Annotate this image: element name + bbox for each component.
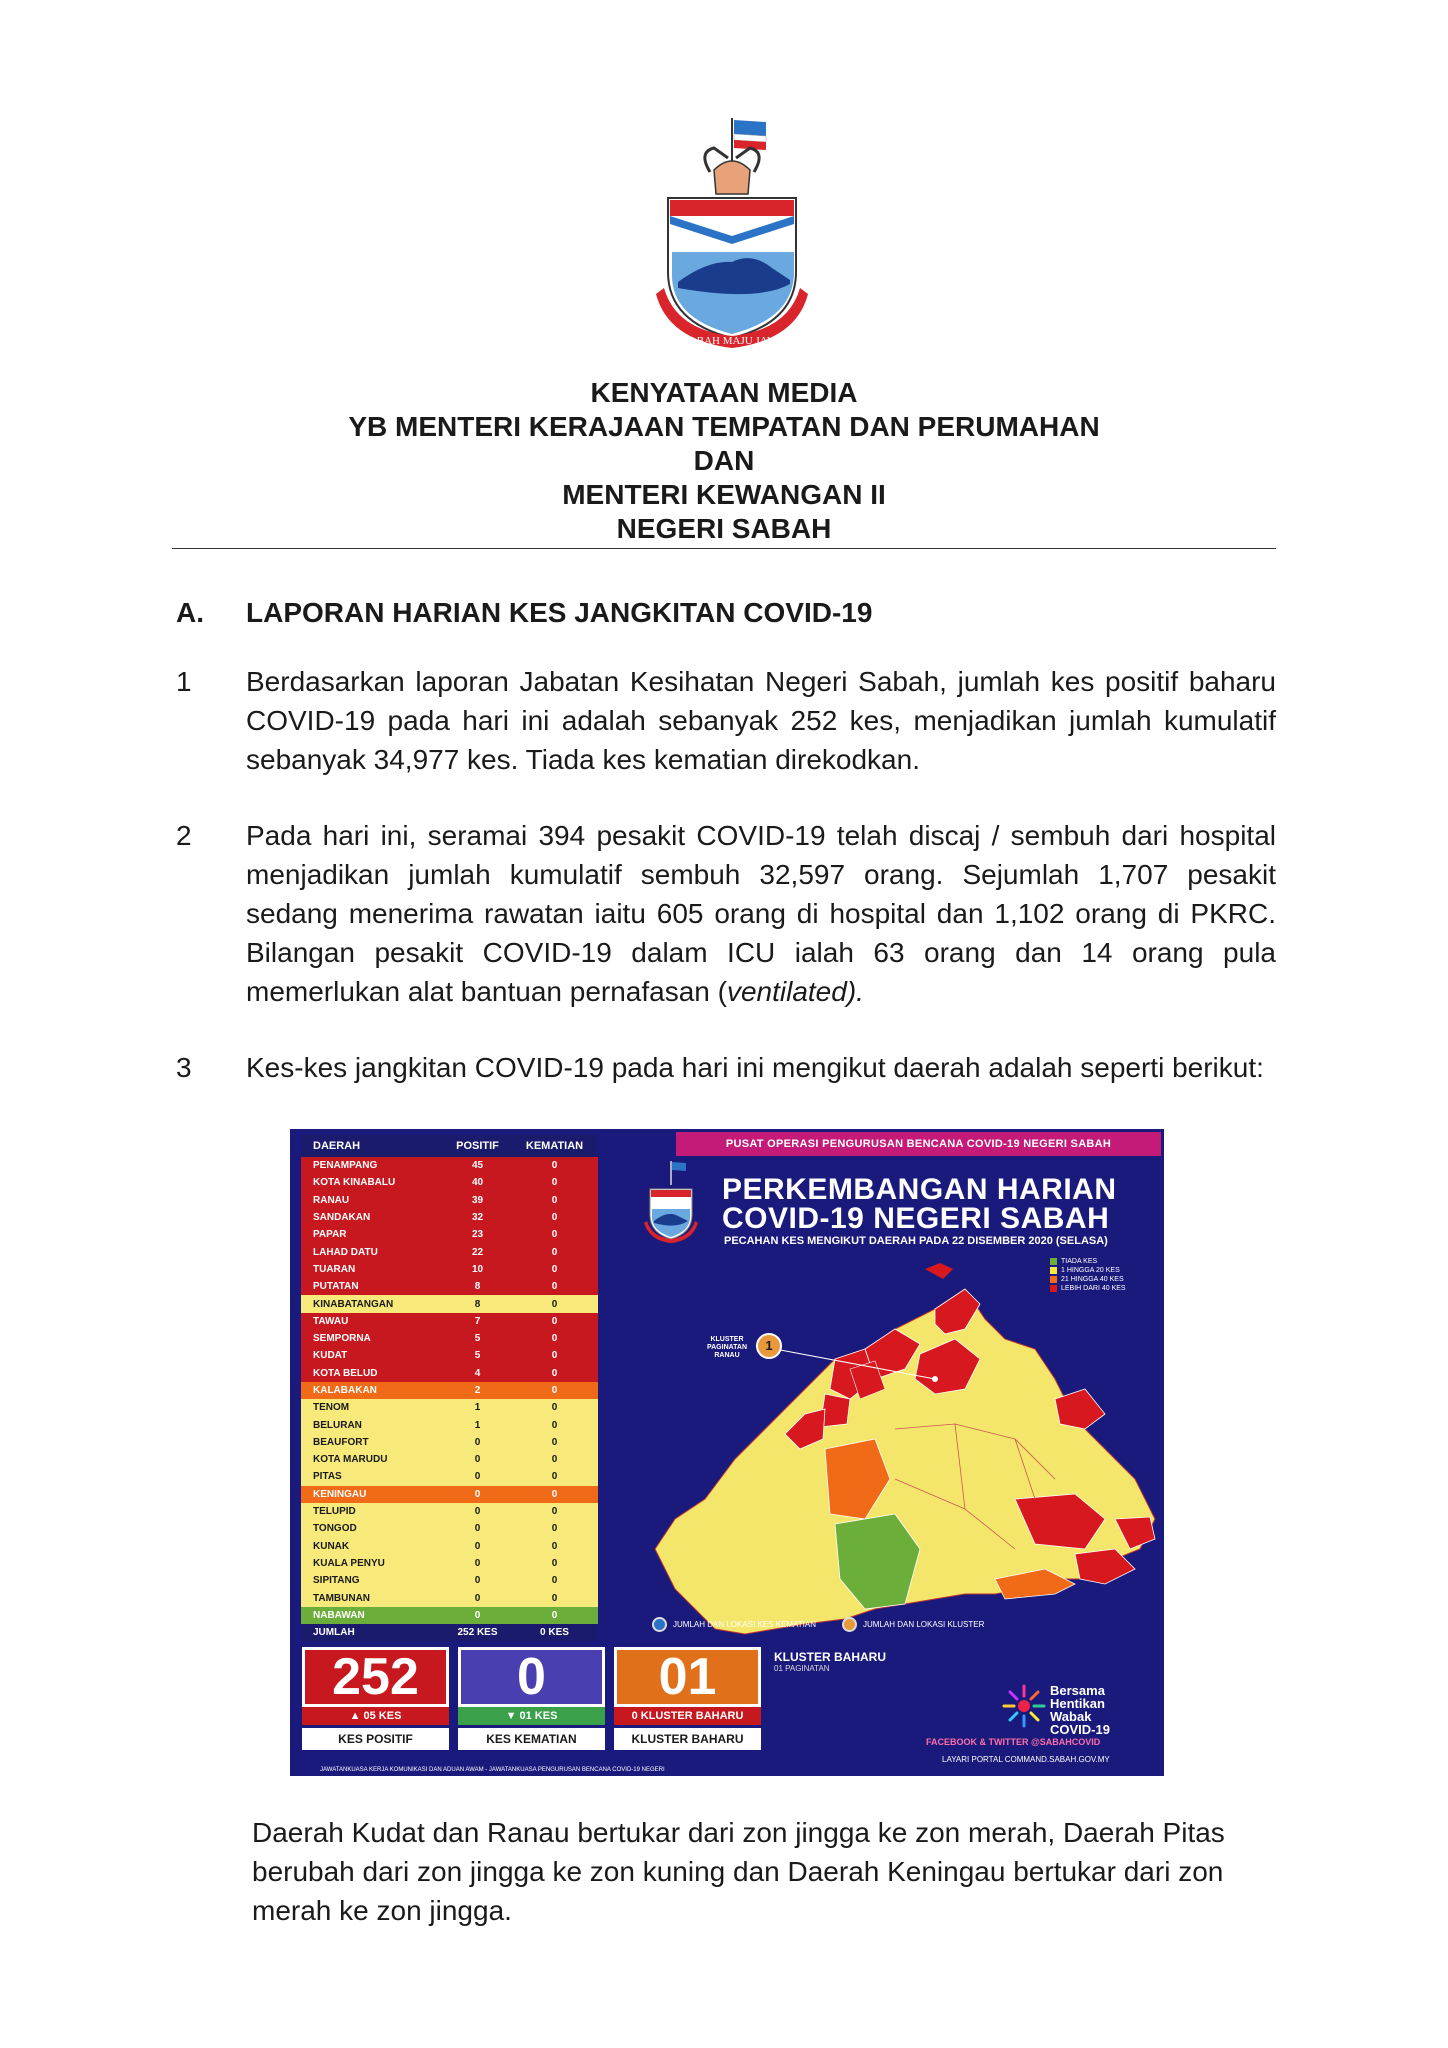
table-row bbox=[301, 1486, 598, 1503]
cell-district: PITAS bbox=[313, 1471, 342, 1483]
cell-deaths: 0 bbox=[551, 1609, 558, 1621]
paragraph-2 bbox=[176, 816, 1276, 1011]
table-row bbox=[301, 1313, 598, 1330]
press-heading bbox=[172, 376, 1276, 546]
cell-positive: 5 bbox=[474, 1350, 481, 1362]
cell-district: BELURAN bbox=[313, 1419, 362, 1431]
cell-positive: 0 bbox=[474, 1609, 481, 1621]
cell-district: BEAUFORT bbox=[313, 1436, 369, 1448]
map-note-clusters-label: JUMLAH DAN LOKASI KLUSTER bbox=[863, 1620, 985, 1629]
cell-positive: 10 bbox=[471, 1263, 484, 1275]
total-positive: 252 KES bbox=[457, 1627, 498, 1639]
stat-change: ▼ 01 KES bbox=[458, 1707, 605, 1725]
cell-deaths: 0 bbox=[551, 1592, 558, 1604]
table-row bbox=[301, 1399, 598, 1416]
social-handle: FACEBOOK & TWITTER @SABAHCOVID bbox=[926, 1737, 1101, 1747]
cell-deaths: 0 bbox=[551, 1177, 558, 1189]
table-row bbox=[301, 1174, 598, 1191]
cell-positive: 8 bbox=[474, 1281, 481, 1293]
kluster-count-badge: 1 bbox=[756, 1333, 782, 1359]
header-positive: POSITIF bbox=[456, 1140, 499, 1152]
cell-positive: 45 bbox=[471, 1160, 484, 1172]
cell-deaths: 0 bbox=[551, 1471, 558, 1483]
cell-deaths: 0 bbox=[551, 1298, 558, 1310]
table-row bbox=[301, 1572, 598, 1589]
crest-motto: SABAH MAJU JAYA bbox=[682, 335, 782, 347]
paragraph-text: Berdasarkan laporan Jabatan Kesihatan Negeri Sabah, jumlah kes positif baharu COVID-19 pada hari ini adalah sebanyak 252 kes, menjadikan jumlah kumulatif sebanyak 34,977 kes. Tiada kes kematian direkodkan. bbox=[246, 666, 1276, 775]
table-row bbox=[301, 1295, 598, 1312]
cell-deaths: 0 bbox=[551, 1506, 558, 1518]
header-deaths: KEMATIAN bbox=[525, 1140, 584, 1152]
cell-positive: 5 bbox=[474, 1333, 481, 1345]
cell-district: KENINGAU bbox=[313, 1488, 367, 1500]
table-row bbox=[301, 1451, 598, 1468]
table-row bbox=[301, 1209, 598, 1226]
legend-label: TIADA KES bbox=[1061, 1258, 1098, 1265]
campaign-line: COVID-19 bbox=[1050, 1722, 1110, 1737]
cell-district: KOTA MARUDU bbox=[313, 1454, 388, 1466]
kluster-map-label: KLUSTER PAGINATAN RANAU bbox=[706, 1336, 748, 1359]
cell-district: KOTA BELUD bbox=[313, 1367, 378, 1379]
cell-district: NABAWAN bbox=[313, 1609, 365, 1621]
table-row bbox=[301, 1278, 598, 1295]
cell-district: PUTATAN bbox=[313, 1281, 359, 1293]
map-note-deaths-label: JUMLAH DAN LOKASI KES KEMATIAN bbox=[673, 1620, 816, 1629]
cell-positive: 0 bbox=[474, 1506, 481, 1518]
paragraph-number: 2 bbox=[176, 820, 192, 851]
stat-deaths bbox=[458, 1647, 605, 1753]
cell-positive: 1 bbox=[474, 1419, 481, 1431]
table-row bbox=[301, 1192, 598, 1209]
paragraph-text-main: Pada hari ini, seramai 394 pesakit COVID-19 telah discaj / sembuh dari hospital menjadikan jumlah kumulatif sembuh 32,597 orang. Sejumlah 1,707 pesakit sedang menerima rawatan iaitu 605 orang di hospital dan 1,102 orang di PKRC. Bilangan pesakit COVID-19 dalam ICU ialah 63 orang dan 14 orang pula memerlukan alat bantuan pernafasan ( bbox=[246, 820, 1276, 1007]
cell-positive: 40 bbox=[471, 1177, 484, 1189]
heading-divider bbox=[172, 548, 1276, 549]
paragraph-number: 1 bbox=[176, 666, 192, 697]
campaign-line: Wabak bbox=[1050, 1709, 1092, 1724]
stat-label: KES KEMATIAN bbox=[458, 1728, 605, 1750]
cell-positive: 0 bbox=[474, 1436, 481, 1448]
cluster-location-dot bbox=[932, 1376, 938, 1382]
portal-url: LAYARI PORTAL COMMAND.SABAH.GOV.MY bbox=[942, 1755, 1110, 1764]
cell-positive: 4 bbox=[474, 1367, 481, 1379]
stat-value: 01 bbox=[614, 1647, 761, 1707]
campaign-text bbox=[1050, 1684, 1110, 1736]
cell-district: TAWAU bbox=[313, 1315, 349, 1327]
cell-district: KUDAT bbox=[313, 1350, 348, 1362]
infographic-subtitle: PECAHAN KES MENGIKUT DAERAH PADA 22 DISEMBER 2020 (SELASA) bbox=[724, 1235, 1108, 1247]
table-row bbox=[301, 1468, 598, 1485]
stat-clusters bbox=[614, 1647, 761, 1753]
paragraph-number: 3 bbox=[176, 1052, 192, 1083]
cell-district: LAHAD DATU bbox=[313, 1246, 378, 1258]
table-row bbox=[301, 1555, 598, 1572]
heading-line: DAN bbox=[693, 445, 755, 476]
cell-district: KINABATANGAN bbox=[313, 1298, 394, 1310]
cell-positive: 0 bbox=[474, 1557, 481, 1569]
cell-deaths: 0 bbox=[551, 1419, 558, 1431]
sabah-crest-small-icon bbox=[640, 1159, 702, 1243]
cell-district: SEMPORNA bbox=[313, 1333, 371, 1345]
cell-district: KOTA KINABALU bbox=[313, 1177, 396, 1189]
stat-change: ▲ 05 KES bbox=[302, 1707, 449, 1725]
campaign-line: Bersama bbox=[1050, 1683, 1105, 1698]
legend-label: 21 HINGGA 40 KES bbox=[1061, 1276, 1124, 1283]
stat-value: 0 bbox=[458, 1647, 605, 1707]
cell-district: KALABAKAN bbox=[313, 1385, 377, 1396]
covid-infographic bbox=[290, 1129, 1164, 1776]
cell-positive: 0 bbox=[474, 1488, 481, 1500]
cell-deaths: 0 bbox=[551, 1160, 558, 1172]
cell-positive: 0 bbox=[474, 1575, 481, 1587]
section-letter: A. bbox=[176, 597, 204, 628]
table-row bbox=[301, 1538, 598, 1555]
cell-positive: 23 bbox=[471, 1229, 484, 1241]
cell-deaths: 0 bbox=[551, 1315, 558, 1327]
section-heading bbox=[176, 596, 872, 630]
cell-deaths: 0 bbox=[551, 1540, 558, 1552]
table-row bbox=[301, 1365, 598, 1382]
table-row bbox=[301, 1382, 598, 1399]
cell-deaths: 0 bbox=[551, 1385, 558, 1396]
cell-deaths: 0 bbox=[551, 1246, 558, 1258]
table-row bbox=[301, 1157, 598, 1174]
cell-positive: 0 bbox=[474, 1523, 481, 1535]
cell-deaths: 0 bbox=[551, 1436, 558, 1448]
cell-deaths: 0 bbox=[551, 1367, 558, 1379]
heading-line: MENTERI KEWANGAN II bbox=[562, 479, 886, 510]
kluster-baharu-title: KLUSTER BAHARU bbox=[774, 1650, 886, 1664]
table-row bbox=[301, 1607, 598, 1624]
cell-deaths: 0 bbox=[551, 1523, 558, 1535]
cluster-marker-icon bbox=[842, 1617, 857, 1632]
table-row bbox=[301, 1589, 598, 1606]
cell-district: TAMBUNAN bbox=[313, 1592, 371, 1604]
legend-label: 1 HINGGA 20 KES bbox=[1061, 1267, 1120, 1274]
campaign-hands-icon bbox=[1002, 1682, 1046, 1730]
cell-district: PAPAR bbox=[313, 1229, 347, 1241]
legend-label: LEBIH DARI 40 KES bbox=[1061, 1285, 1126, 1292]
cell-district: SANDAKAN bbox=[313, 1212, 371, 1224]
paragraph-3 bbox=[176, 1048, 1276, 1087]
total-label: JUMLAH bbox=[313, 1627, 355, 1639]
death-marker-icon bbox=[652, 1617, 667, 1632]
cell-deaths: 0 bbox=[551, 1557, 558, 1569]
cell-district: KUALA PENYU bbox=[313, 1557, 385, 1569]
cell-deaths: 0 bbox=[551, 1194, 558, 1206]
table-row bbox=[301, 1226, 598, 1243]
cell-positive: 0 bbox=[474, 1471, 481, 1483]
table-row bbox=[301, 1520, 598, 1537]
cell-district: RANAU bbox=[313, 1194, 350, 1206]
campaign-line: Hentikan bbox=[1050, 1696, 1105, 1711]
table-body bbox=[301, 1157, 598, 1624]
cell-deaths: 0 bbox=[551, 1575, 558, 1587]
stat-positive bbox=[302, 1647, 449, 1753]
table-total-row bbox=[301, 1624, 598, 1641]
infographic-title-line1: PERKEMBANGAN HARIAN bbox=[722, 1173, 1117, 1206]
cell-deaths: 0 bbox=[551, 1333, 558, 1345]
table-header bbox=[301, 1135, 598, 1157]
table-row bbox=[301, 1261, 598, 1278]
stat-label: KES POSITIF bbox=[302, 1728, 449, 1750]
cell-district: SIPITANG bbox=[313, 1575, 360, 1587]
cell-positive: 1 bbox=[474, 1402, 481, 1414]
cell-district: TUARAN bbox=[313, 1263, 356, 1275]
paragraph-1 bbox=[176, 662, 1276, 779]
map-district-kudat-island bbox=[925, 1263, 953, 1279]
map-note-deaths bbox=[652, 1617, 816, 1632]
cell-district: TENOM bbox=[313, 1402, 350, 1414]
cell-positive: 7 bbox=[474, 1315, 481, 1327]
cell-deaths: 0 bbox=[551, 1281, 558, 1293]
cell-positive: 8 bbox=[474, 1298, 481, 1310]
cell-district: PENAMPANG bbox=[313, 1160, 378, 1172]
sabah-crest-logo bbox=[648, 112, 816, 352]
table-row bbox=[301, 1347, 598, 1364]
paragraph-text bbox=[246, 816, 1276, 1011]
infographic-footer: JAWATANKUASA KERJA KOMUNIKASI DAN ADUAN AWAM - JAWATANKUASA PENGURUSAN BENCANA COVID-19 NEGERI bbox=[320, 1767, 665, 1773]
infographic-title-line2: COVID-19 NEGERI SABAH bbox=[722, 1202, 1110, 1235]
paragraph-text-italic: ventilated). bbox=[726, 976, 864, 1007]
ops-center-banner: PUSAT OPERASI PENGURUSAN BENCANA COVID-19 NEGERI SABAH bbox=[676, 1132, 1161, 1156]
cell-deaths: 0 bbox=[551, 1454, 558, 1466]
closing-paragraph: Daerah Kudat dan Ranau bertukar dari zon jingga ke zon merah, Daerah Pitas berubah dari zon jingga ke zon kuning dan Daerah Keningau bertukar dari zon merah ke zon jingga. bbox=[252, 1817, 1225, 1926]
paragraph-text: Kes-kes jangkitan COVID-19 pada hari ini mengikut daerah adalah seperti berikut: bbox=[246, 1052, 1264, 1083]
cell-positive: 32 bbox=[471, 1212, 484, 1224]
cell-deaths: 0 bbox=[551, 1350, 558, 1362]
table-row bbox=[301, 1503, 598, 1520]
cell-positive: 39 bbox=[471, 1194, 484, 1206]
kluster-baharu-sub: 01 PAGINATAN bbox=[774, 1664, 830, 1673]
stat-label: KLUSTER BAHARU bbox=[614, 1728, 761, 1750]
cell-deaths: 0 bbox=[551, 1212, 558, 1224]
header-district: DAERAH bbox=[313, 1140, 361, 1152]
cell-deaths: 0 bbox=[551, 1488, 558, 1500]
cell-positive: 0 bbox=[474, 1540, 481, 1552]
cell-positive: 22 bbox=[471, 1246, 484, 1258]
cell-deaths: 0 bbox=[551, 1263, 558, 1275]
cell-district: TONGOD bbox=[313, 1523, 357, 1535]
table-row bbox=[301, 1416, 598, 1433]
cell-positive: 2 bbox=[474, 1385, 481, 1396]
cell-deaths: 0 bbox=[551, 1229, 558, 1241]
table-row bbox=[301, 1330, 598, 1347]
table-row bbox=[301, 1243, 598, 1260]
heading-line: NEGERI SABAH bbox=[616, 513, 832, 544]
cell-positive: 0 bbox=[474, 1454, 481, 1466]
cell-district: KUNAK bbox=[313, 1540, 350, 1552]
map-note-clusters bbox=[842, 1617, 984, 1632]
cell-deaths: 0 bbox=[551, 1402, 558, 1414]
stat-value: 252 bbox=[302, 1647, 449, 1707]
table-row bbox=[301, 1434, 598, 1451]
cell-district: TELUPID bbox=[313, 1506, 356, 1518]
heading-line: KENYATAAN MEDIA bbox=[590, 377, 858, 408]
total-deaths: 0 KES bbox=[540, 1627, 569, 1639]
cell-positive: 0 bbox=[474, 1592, 481, 1604]
heading-line: YB MENTERI KERAJAAN TEMPATAN DAN PERUMAHAN bbox=[348, 411, 1100, 442]
stat-change: 0 KLUSTER BAHARU bbox=[614, 1707, 761, 1725]
section-title: LAPORAN HARIAN KES JANGKITAN COVID-19 bbox=[246, 597, 873, 628]
